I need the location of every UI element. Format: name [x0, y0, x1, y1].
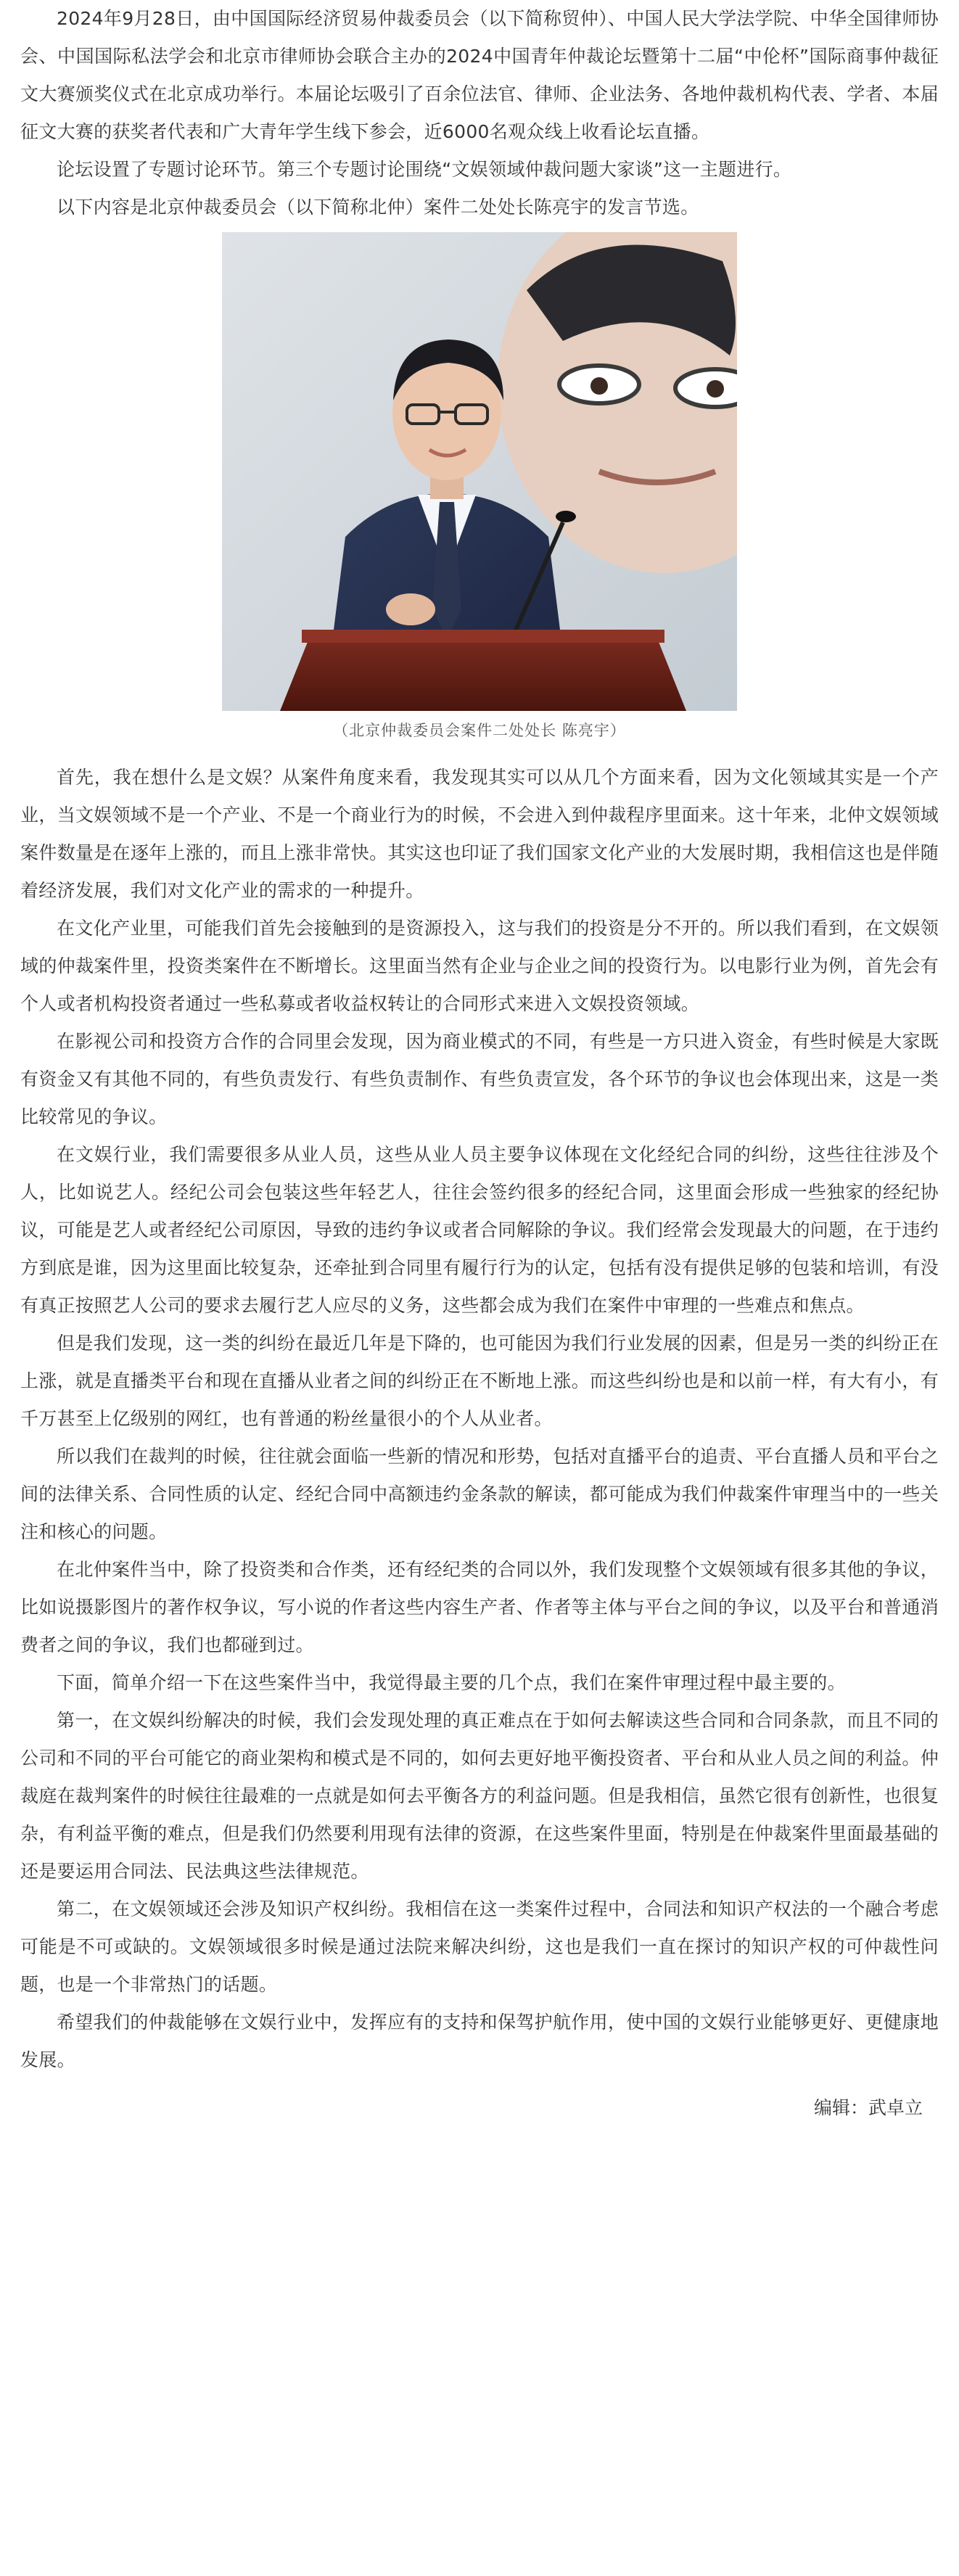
body-paragraph: 在文化产业里，可能我们首先会接触到的是资源投入，这与我们的投资是分不开的。所以我们看到，在文娱领域的仲裁案件里，投资类案件在不断增长。这里面当然有企业与企业之间的投资行为。以电影行业为例，首先会有个人或者机构投资者通过一些私募或者收益权转让的合同形式来进入文娱投资领域。: [20, 918, 939, 1014]
speaker-figure: [222, 232, 737, 743]
body-paragraph: 在文娱行业，我们需要很多从业人员，这些从业人员主要争议体现在文化经纪合同的纠纷，这些往往涉及个人，比如说艺人。经纪公司会包装这些年轻艺人，往往会签约很多的经纪合同，这里面会形成一些独家的经纪协议，可能是艺人或者经纪公司原因，导致的违约争议或者合同解除的争议。我们经常会发现最大的问题，在于违约方到底是谁，因为这里面比较复杂，还牵扯到合同里有履行行为的认定，包括有没有提供足够的包装和培训，有没有真正按照艺人公司的要求去履行艺人应尽的义务，这些都会成为我们在案件中审理的一些难点和焦点。: [20, 1144, 939, 1316]
body-paragraph: 但是我们发现，这一类的纠纷在最近几年是下降的，也可能因为我们行业发展的因素，但是另一类的纠纷正在上涨，就是直播类平台和现在直播从业者之间的纠纷正在不断地上涨。而这些纠纷也是和以前一样，有大有小，有千万甚至上亿级别的网红，也有普通的粉丝量很小的个人从业者。: [20, 1333, 939, 1429]
body-paragraph: 希望我们的仲裁能够在文娱行业中，发挥应有的支持和保驾护航作用，使中国的文娱行业能够更好、更健康地发展。: [20, 2012, 939, 2070]
body-paragraph: 所以我们在裁判的时候，往往就会面临一些新的情况和形势，包括对直播平台的追责、平台直播人员和平台之间的法律关系、合同性质的认定、经纪合同中高额违约金条款的解读，都可能成为我们仲裁案件审理当中的一些关注和核心的问题。: [20, 1446, 939, 1542]
body-paragraph: 在影视公司和投资方合作的合同里会发现，因为商业模式的不同，有些是一方只进入资金，有些时候是大家既有资金又有其他不同的，有些负责发行、有些负责制作、有些负责宣发，各个环节的争议也会体现出来，这是一类比较常见的争议。: [20, 1031, 939, 1127]
photo-caption: （北京仲裁委员会案件二处处长 陈亮宇）: [333, 722, 626, 739]
intro-paragraph: 2024年9月28日，由中国国际经济贸易仲裁委员会（以下简称贸仲）、中国人民大学法学院、中华全国律师协会、中国国际私法学会和北京市律师协会联合主办的2024中国青年仲裁论坛暨第十二届“中伦杯”国际商事仲裁征文大赛颁奖仪式在北京成功举行。本届论坛吸引了百余位法官、律师、企业法务、各地仲裁机构代表、学者、本届征文大赛的获奖者代表和广大青年学生线下参会，近6000名观众线上收看论坛直播。: [20, 8, 939, 142]
body-paragraph: 在北仲案件当中，除了投资类和合作类，还有经纪类的合同以外，我们发现整个文娱领域有很多其他的争议，比如说摄影图片的著作权争议，写小说的作者这些内容生产者、作者等主体与平台之间的争议，以及平台和普通消费者之间的争议，我们也都碰到过。: [20, 1559, 939, 1655]
body-paragraph: 首先，我在想什么是文娱？从案件角度来看，我发现其实可以从几个方面来看，因为文化领域其实是一个产业，当文娱领域不是一个产业、不是一个商业行为的时候，不会进入到仲裁程序里面来。这十年来，北仲文娱领域案件数量是在逐年上涨的，而且上涨非常快。其实这也印证了我们国家文化产业的大发展时期，我相信这也是伴随着经济发展，我们对文化产业的需求的一种提升。: [20, 767, 939, 901]
speaker-photo: [222, 232, 737, 711]
editor-credit: 编辑：武卓立: [813, 2097, 923, 2118]
intro-paragraph: 以下内容是北京仲裁委员会（以下简称北仲）案件二处处长陈亮宇的发言节选。: [57, 197, 699, 218]
body-paragraph: 下面，简单介绍一下在这些案件当中，我觉得最主要的几个点，我们在案件审理过程中最主要的。: [57, 1672, 846, 1693]
article: [20, 0, 939, 2127]
intro-paragraph: 论坛设置了专题讨论环节。第三个专题讨论围绕“文娱领域仲裁问题大家谈”这一主题进行。: [57, 159, 792, 180]
body-paragraph: 第一，在文娱纠纷解决的时候，我们会发现处理的真正难点在于如何去解读这些合同和合同条款，而且不同的公司和不同的平台可能它的商业架构和模式是不同的，如何去更好地平衡投资者、平台和从业人员之间的利益。仲裁庭在裁判案件的时候往往最难的一点就是如何去平衡各方的利益问题。但是我相信，虽然它很有创新性，也很复杂，有利益平衡的难点，但是我们仍然要利用现有法律的资源，在这些案件里面，特别是在仲裁案件里面最基础的还是要运用合同法、民法典这些法律规范。: [20, 1710, 939, 1882]
body-paragraph: 第二，在文娱领域还会涉及知识产权纠纷。我相信在这一类案件过程中，合同法和知识产权法的一个融合考虑可能是不可或缺的。文娱领域很多时候是通过法院来解决纠纷，这也是我们一直在探讨的知识产权的可仲裁性问题，也是一个非常热门的话题。: [20, 1898, 939, 1995]
